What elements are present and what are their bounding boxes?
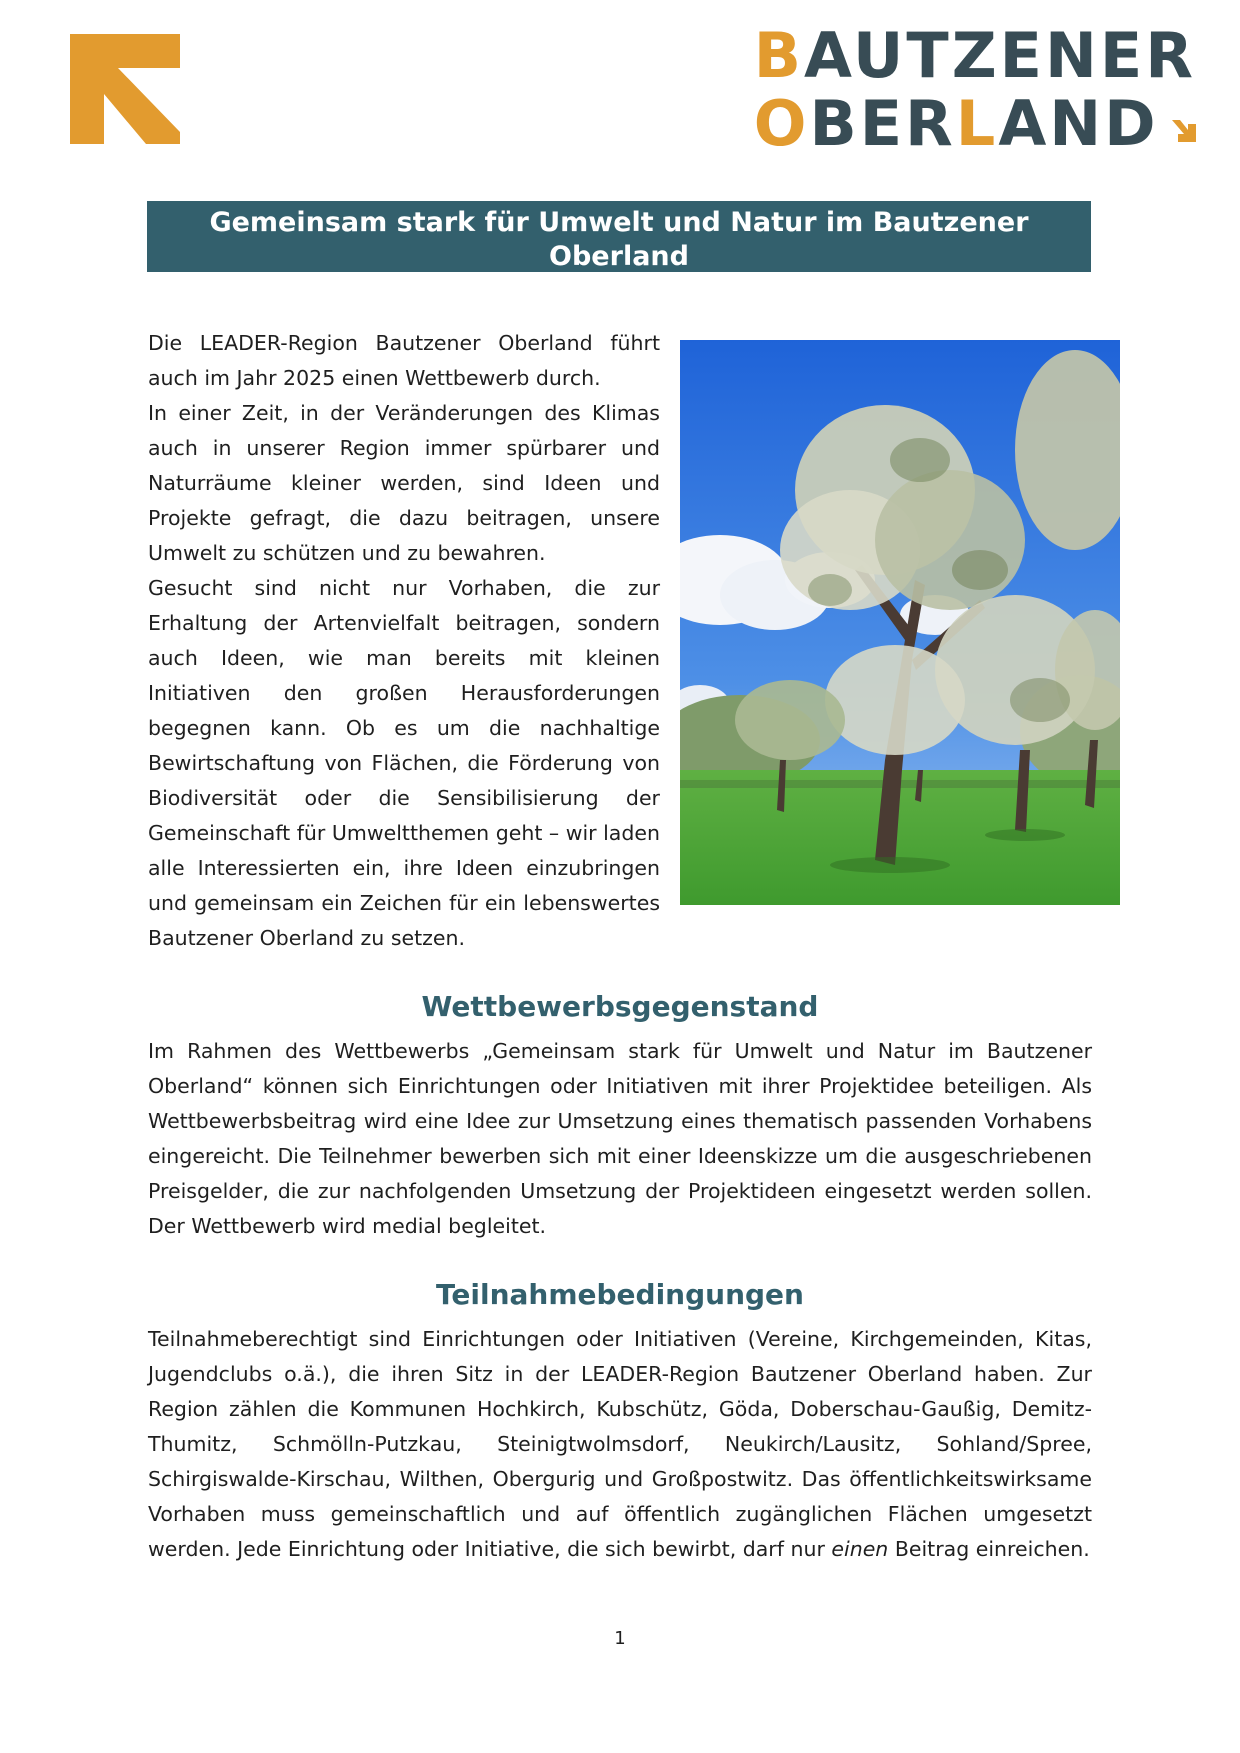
bedingungen-emphasis: einen	[831, 1537, 889, 1561]
brand-arrow-icon	[1172, 120, 1196, 142]
section-heading-gegenstand: Wettbewerbsgegenstand	[421, 990, 819, 1023]
bedingungen-text-part-2: Beitrag einreichen.	[888, 1537, 1090, 1561]
section-text-bedingungen	[148, 1322, 1092, 1567]
arrow-up-left-icon	[70, 34, 180, 144]
page-title: Gemeinsam stark für Umwelt und Natur im Bautzener Oberland	[209, 207, 1029, 272]
section-text-gegenstand: Im Rahmen des Wettbewerbs „Gemeinsam stark für Umwelt und Natur im Bautzener Oberland“ können sich Einrichtungen oder Initiativen mit ihrer Projektidee beteiligen. Als Wettbewerbsbeitrag wird eine Idee zur Umsetzung eines thematisch passenden Vorhabens eingereicht. Die Teilnehmer bewerben sich mit einer Ideenskizze um die ausgeschriebenen Preisgelder, die zur nachfolgenden Umsetzung der Projektideen eingesetzt werden sollen. Der Wettbewerb wird medial begleitet.	[148, 1039, 1092, 1238]
bedingungen-text-part-1: Teilnahmeberechtigt sind Einrichtungen oder Initiativen (Vereine, Kirchgemeinden, Kitas, Jugendclubs o.ä.), die ihren Sitz in der LEADER-Region Bautzener Oberland haben. Zur Region zählen die Kommunen Hochkirch, Kubschütz, Göda, Doberschau-Gaußig, Demitz-Thumitz, Schmölln-Putzkau, Steinigtwolmsdorf, Neukirch/Lausitz, Sohland/Spree, Schirgiswalde-Kirschau, Wilthen, Obergurig und Großpostwitz. Das öffentlichkeitswirksame Vorhaben muss gemeinschaftlich und auf öffentlich zugänglichen Flächen umgesetzt werden. Jede Einrichtung oder Initiative, die sich bewirbt, darf nur	[148, 1327, 1092, 1561]
section-heading-bedingungen: Teilnahmebedingungen	[436, 1278, 804, 1311]
intro-text	[148, 326, 660, 956]
brand-line-1: BAUTZENER	[753, 19, 1196, 92]
intro-paragraph-1: Die LEADER-Region Bautzener Oberland führt auch im Jahr 2025 einen Wettbewerb durch.	[148, 331, 660, 390]
intro-paragraph-2: In einer Zeit, in der Veränderungen des Klimas auch in unserer Region immer spürbarer und Naturräume kleiner werden, sind Ideen und Projekte gefragt, die dazu beitragen, unsere Umwelt zu schützen und zu bewahren.	[148, 401, 660, 565]
page-subtitle: Teilnahmebedingungen für den Wettbewerb	[358, 275, 880, 299]
intro-paragraph-3: Gesucht sind nicht nur Vorhaben, die zur Erhaltung der Artenvielfalt beitragen, sondern auch Ideen, wie man bereits mit kleinen Initiativen den großen Herausforderungen begegnen kann. Ob es um die nachhaltige Bewirtschaftung von Flächen, die Förderung von Biodiversität oder die Sensibilisierung der Gemeinschaft für Umweltthemen geht – wir laden alle Interessierten ein, ihre Ideen einzubringen und gemeinsam ein Zeichen für ein lebenswertes Bautzener Oberland zu setzen.	[148, 576, 660, 950]
title-banner	[147, 201, 1091, 299]
orchard-photo	[680, 340, 1120, 905]
brand-line-2: OBERLAND	[753, 87, 1159, 160]
page-number: 1	[614, 1628, 626, 1649]
brand-wordmark	[753, 19, 1196, 160]
